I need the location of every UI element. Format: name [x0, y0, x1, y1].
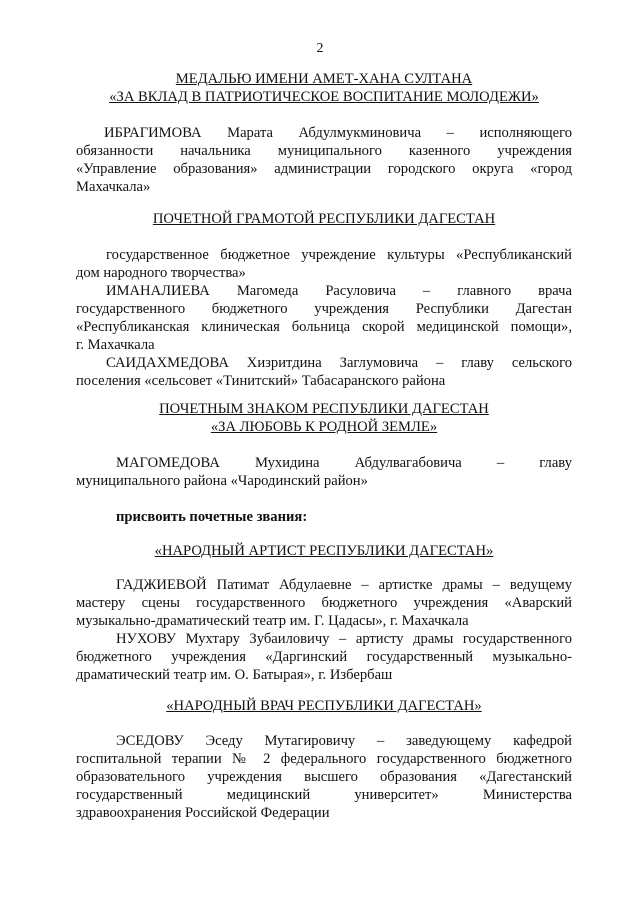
- text-line: госпитальной терапии № 2 федерального государственного бюджетного: [76, 751, 572, 767]
- section-2-heading: [76, 210, 572, 228]
- title-section-2-heading: [76, 697, 572, 715]
- section-1-heading: [76, 70, 572, 106]
- section-2-paragraph-3: [76, 354, 572, 390]
- heading-line: «ЗА ВКЛАД В ПАТРИОТИЧЕСКОЕ ВОСПИТАНИЕ МОЛОДЕЖИ»: [109, 89, 539, 105]
- text-line: бюджетного учреждения «Даргинский государственный музыкально-: [76, 649, 572, 665]
- title-section-1-heading: [76, 542, 572, 560]
- title-section-1-paragraph-2: [76, 630, 572, 684]
- section-3-heading: [76, 400, 572, 436]
- text-line: государственное бюджетное учреждение культуры «Республиканский: [106, 247, 572, 263]
- section-2-paragraph-2: [76, 282, 572, 354]
- text-line: государственного бюджетного учреждения Республики Дагестан: [76, 301, 572, 317]
- section-3-paragraph-1: [76, 454, 572, 490]
- text-line: драматический театр им. О. Батырая», г. Избербаш: [76, 667, 393, 683]
- text-line: ГАДЖИЕВОЙ Патимат Абдулаевне – артистке драмы – ведущему: [116, 577, 572, 593]
- text-line: ИБРАГИМОВА Марата Абдулмукминовича – исполняющего: [104, 125, 572, 141]
- heading-line: МЕДАЛЬЮ ИМЕНИ АМЕТ-ХАНА СУЛТАНА: [175, 71, 473, 87]
- text-line: муниципального района «Чародинский район»: [76, 473, 368, 489]
- text-line: САИДАХМЕДОВА Хизритдина Заглумовича – главу сельского: [106, 355, 572, 371]
- text-line: государственный медицинский университет» Министерства: [76, 787, 572, 803]
- text-line: МАГОМЕДОВА Мухидина Абдулвагабовича – главу: [116, 455, 572, 471]
- text-line: мастеру сцены государственного бюджетного учреждения «Аварский: [76, 595, 572, 611]
- text-line: ЭСЕДОВУ Эседу Мутагировичу – заведующему кафедрой: [116, 733, 572, 749]
- text-line: здравоохранения Российской Федерации: [76, 805, 330, 821]
- heading-line: ПОЧЕТНЫМ ЗНАКОМ РЕСПУБЛИКИ ДАГЕСТАН: [159, 401, 489, 417]
- text-line: г. Махачкала: [76, 337, 155, 353]
- text-line: «Республиканская клиническая больница скорой медицинской помощи»,: [76, 319, 572, 335]
- text-line: поселения «сельсовет «Тинитский» Табасаранского района: [76, 373, 446, 389]
- title-section-1-paragraph-1: [76, 576, 572, 630]
- text-line: Махачкала»: [76, 179, 151, 195]
- assign-titles-label: присвоить почетные звания:: [116, 509, 308, 525]
- heading-line: «НАРОДНЫЙ АРТИСТ РЕСПУБЛИКИ ДАГЕСТАН»: [154, 543, 494, 559]
- text-line: обязанности начальника муниципального казенного учреждения: [76, 143, 572, 159]
- text-line: ИМАНАЛИЕВА Магомеда Расуловича – главного врача: [106, 283, 572, 299]
- text-line: «Управление образования» администрации городского округа «город: [76, 161, 572, 177]
- section-2-paragraph-1: [76, 246, 572, 282]
- page-number: 2: [316, 41, 324, 56]
- heading-line: «ЗА ЛЮБОВЬ К РОДНОЙ ЗЕМЛЕ»: [210, 419, 438, 435]
- text-line: дом народного творчества»: [76, 265, 246, 281]
- text-line: образовательного учреждения высшего образования «Дагестанский: [76, 769, 572, 785]
- text-line: НУХОВУ Мухтару Зубаиловичу – артисту драмы государственного: [116, 631, 572, 647]
- heading-line: ПОЧЕТНОЙ ГРАМОТОЙ РЕСПУБЛИКИ ДАГЕСТАН: [152, 211, 496, 227]
- title-section-2-paragraph-1: [76, 732, 572, 822]
- section-1-paragraph-1: [76, 124, 572, 196]
- text-line: музыкально-драматический театр им. Г. Цадасы», г. Махачкала: [76, 613, 469, 629]
- heading-line: «НАРОДНЫЙ ВРАЧ РЕСПУБЛИКИ ДАГЕСТАН»: [166, 698, 482, 714]
